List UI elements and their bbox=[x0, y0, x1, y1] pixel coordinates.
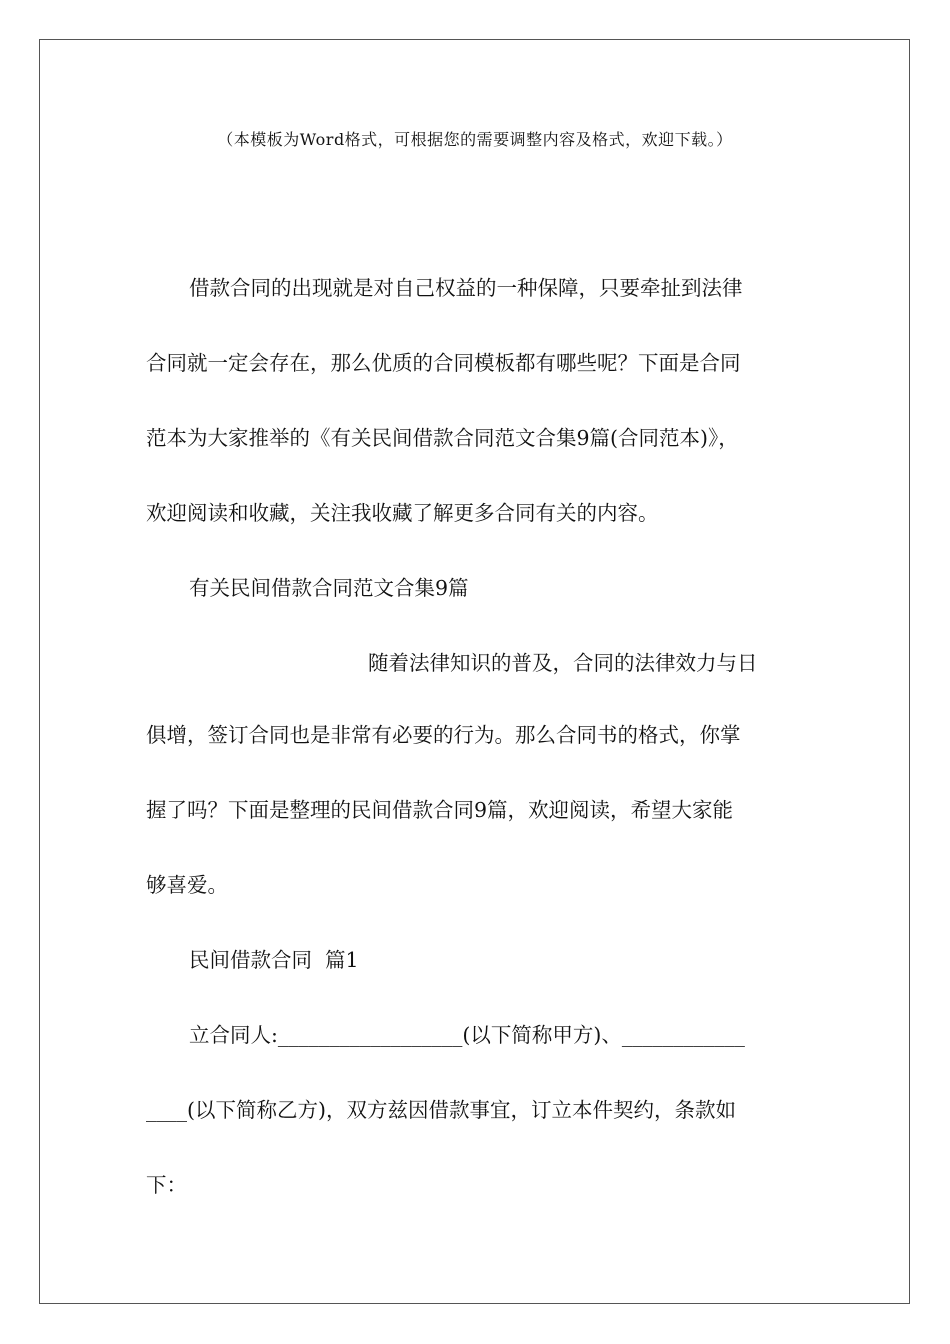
clause-line-1: 立合同人:__________________(以下简称甲方)、____________ bbox=[189, 1023, 745, 1047]
intro-line-1: 借款合同的出现就是对自己权益的一种保障，只要牵扯到法律 bbox=[189, 276, 743, 300]
intro-line-3: 范本为大家推举的《有关民间借款合同范文合集9篇(合同范本)》， bbox=[146, 426, 739, 450]
collection-title: 有关民间借款合同范文合集9篇 bbox=[189, 576, 469, 600]
template-note: （本模板为Word格式，可根据您的需要调整内容及格式，欢迎下载。） bbox=[217, 130, 733, 149]
preface-line-4: 够喜爱。 bbox=[146, 873, 228, 897]
preface-line-3: 握了吗？下面是整理的民间借款合同9篇，欢迎阅读，希望大家能 bbox=[146, 798, 734, 822]
section-heading: 民间借款合同 篇1 bbox=[189, 948, 359, 972]
intro-line-4: 欢迎阅读和收藏，关注我收藏了解更多合同有关的内容。 bbox=[146, 501, 659, 525]
clause-line-2: ____(以下简称乙方)，双方兹因借款事宜，订立本件契约，条款如 bbox=[146, 1098, 736, 1122]
intro-line-2: 合同就一定会存在，那么优质的合同模板都有哪些呢？下面是合同 bbox=[146, 351, 741, 375]
preface-line-2: 俱增，签订合同也是非常有必要的行为。那么合同书的格式，你掌 bbox=[146, 723, 741, 747]
preface-line-1: 随着法律知识的普及，合同的法律效力与日 bbox=[368, 651, 758, 675]
clause-line-3: 下： bbox=[146, 1173, 187, 1197]
